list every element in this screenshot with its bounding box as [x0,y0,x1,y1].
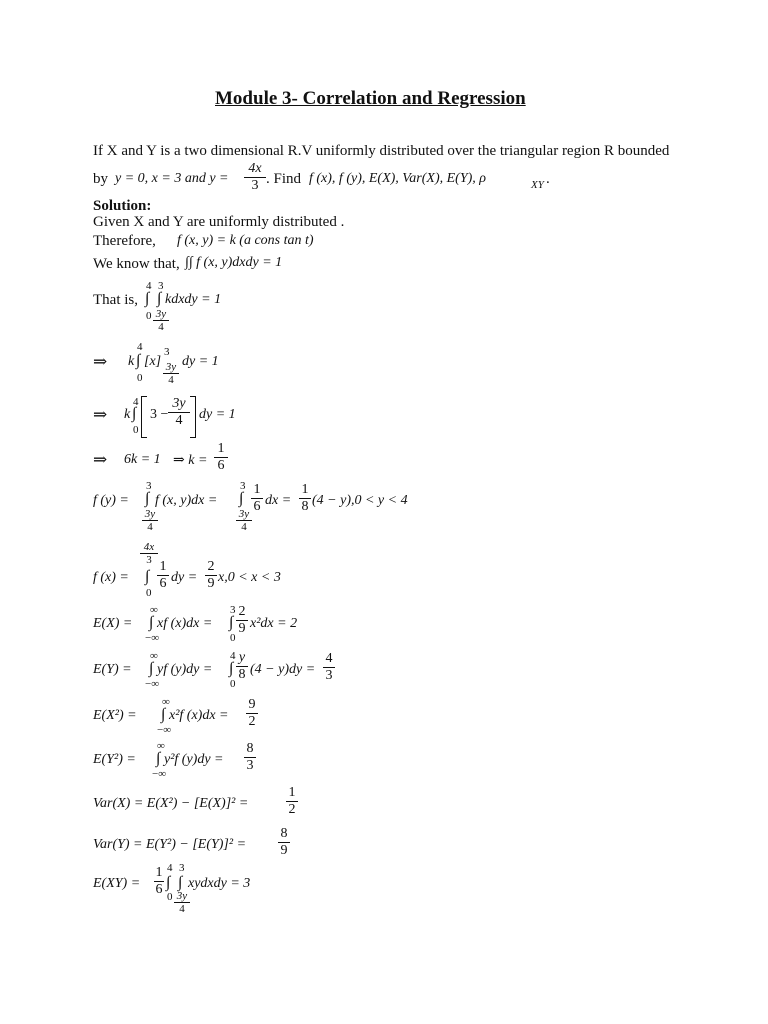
ey-lower1: −∞ [145,678,160,690]
fy-mid: f (x, y)dx = [155,493,218,508]
ex-body: xf (x)dx = [157,616,213,631]
ey2-integral: ∫ [156,750,161,767]
problem-fraction [244,161,266,194]
exy-frac-num: 1 [155,865,163,880]
ey2-upper: ∞ [157,740,165,752]
e4-frac-num: 1 [214,441,228,458]
problem-condition: y = 0, x = 3 and y = [115,171,229,186]
e2-lower: 0 [137,372,143,384]
ey-lhs: E(Y) = [93,662,132,677]
ex-upper2: 3 [230,604,236,616]
fx-frac2-num: 2 [205,559,217,576]
fy-frac2-den: 8 [301,499,309,514]
ey2-body: y²f (y)dy = [164,752,224,767]
e1-upper-inner: 3 [158,280,164,292]
ex-lower2: 0 [230,632,236,644]
ey-frac1 [236,650,248,683]
fy-lower1-num: 3y [142,508,158,521]
problem-targets: f (x), f (y), E(X), Var(X), E(Y), ρ [309,171,486,186]
ex-integral2: ∫ [229,614,234,631]
ey2-lower: −∞ [152,768,167,780]
exy-lower-outer: 0 [167,891,173,903]
e1-integral-inner: ∫ [157,290,162,307]
ey-frac1-num: y [236,650,248,667]
e2-integral: ∫ [136,352,141,369]
solution-weknow-eq: ∫∫ f (x, y)dxdy = 1 [185,255,283,270]
e3-lower: 0 [133,424,139,436]
ex2-lower: −∞ [157,724,172,736]
e2-lower-num: 3y [163,361,179,374]
e3-upper: 4 [133,396,139,408]
fy-upper2: 3 [240,480,246,492]
e2-lower-den: 4 [168,374,174,386]
e2-implies: ⇒ [93,352,108,371]
e3-fraction [168,396,190,429]
ey-frac2-num: 4 [323,651,335,668]
exy-frac-den: 6 [155,882,163,897]
fy-lower2-num: 3y [236,508,252,521]
ex2-body: x²f (x)dx = [169,708,229,723]
exy-integral-outer: ∫ [166,874,171,891]
ey-frac2 [323,651,335,684]
solution-thatis-label: That is, [93,292,138,308]
e1-upper-outer: 4 [146,280,152,292]
ey-tail: (4 − y)dy = [250,662,316,677]
ey-integral2: ∫ [229,660,234,677]
e3-frac-den: 4 [175,413,183,428]
e3-k: k [124,407,131,422]
exy-upper-inner: 3 [179,862,185,874]
fy-lower2-den: 4 [241,521,247,533]
e2-bracket-lower [163,361,179,386]
ey2-frac-den: 3 [246,758,254,773]
problem-statement-line1: If X and Y is a two dimensional R.V uniformly distributed over the triangular region R bounded [93,143,670,159]
exy-frac [154,865,164,898]
e3-rest: dy = 1 [199,407,236,422]
fy-lower2 [236,508,252,533]
ey2-frac-num: 8 [244,741,256,758]
e1-integral-outer: ∫ [145,290,150,307]
exy-upper-outer: 4 [167,862,173,874]
fy-lower1 [142,508,158,533]
e3-implies: ⇒ [93,405,108,424]
vary-frac [278,826,290,859]
fy-upper1: 3 [146,480,152,492]
fy-frac2 [299,482,311,515]
fy-frac1 [251,482,263,515]
fy-frac2-num: 1 [299,482,311,499]
e3-three: 3 − [150,407,169,422]
e1-lower-num: 3y [153,308,169,321]
fraction-den: 3 [251,178,259,193]
ey2-lhs: E(Y²) = [93,752,136,767]
ex-upper1: ∞ [150,604,158,616]
fx-upper-den: 3 [146,554,152,566]
ex2-upper: ∞ [162,696,170,708]
fx-lhs: f (x) = [93,570,129,585]
ex2-lhs: E(X²) = [93,708,137,723]
e2-bracket-upper: 3 [164,346,170,358]
ey2-frac [244,741,256,774]
solution-weknow-label: We know that, [93,256,180,272]
varx-frac-den: 2 [288,802,296,817]
fx-frac1 [157,559,169,592]
problem-period: . [546,171,550,187]
page-title: Module 3- Correlation and Regression [215,88,526,109]
fy-tail: (4 − y),0 < y < 4 [312,493,408,508]
fy-lower1-den: 4 [147,521,153,533]
vary-frac-den: 9 [280,843,288,858]
ex-tail: x²dx = 2 [250,616,298,631]
ex-integral1: ∫ [149,614,154,631]
e4-mid: ⇒ k = [173,453,208,468]
ex-frac-num: 2 [236,604,248,621]
fx-tail: x,0 < x < 3 [218,570,281,585]
e4-implies: ⇒ [93,450,108,469]
vary-frac-num: 8 [278,826,290,843]
e2-bracket: [x] [144,354,162,369]
e4-left: 6k = 1 [124,452,161,467]
ey-body: yf (y)dy = [157,662,213,677]
fy-lhs: f (y) = [93,493,129,508]
exy-lower-inner [174,890,190,915]
fx-upper-num: 4x [140,541,158,554]
exy-lhs: E(XY) = [93,876,141,891]
fy-integral1: ∫ [145,490,150,507]
ex2-frac-den: 2 [248,714,256,729]
fx-lower: 0 [146,587,152,599]
ex-lower1: −∞ [145,632,160,644]
ey-upper1: ∞ [150,650,158,662]
e1-body: kdxdy = 1 [165,292,222,307]
fx-frac1-den: 6 [159,576,167,591]
ex2-integral: ∫ [161,706,166,723]
e4-fraction [214,441,228,474]
ex-lhs: E(X) = [93,616,133,631]
e2-upper: 4 [137,341,143,353]
ey-frac2-den: 3 [325,668,333,683]
varx-eq: Var(X) = E(X²) − [E(X)]² = [93,796,249,811]
solution-therefore-label: Therefore, [93,233,156,249]
solution-given: Given X and Y are uniformly distributed . [93,214,345,230]
e2-k: k [128,354,135,369]
problem-find: . Find [266,171,302,187]
e3-frac-num: 3y [168,396,190,413]
e2-rest: dy = 1 [182,354,219,369]
e1-lower-inner [153,308,169,333]
ey-frac1-den: 8 [238,667,246,682]
ey-upper2: 4 [230,650,236,662]
ey-lower2: 0 [230,678,236,690]
e4-frac-den: 6 [217,458,225,473]
exy-integral-inner: ∫ [178,874,183,891]
solution-therefore-eq: f (x, y) = k (a cons tan t) [177,233,314,248]
fx-dy: dy = [171,570,198,585]
fy-dx: dx = [265,493,292,508]
varx-frac [286,785,298,818]
e3-left-bracket [141,396,147,438]
fx-integral: ∫ [145,568,150,585]
rho-subscript: XY [531,179,544,191]
vary-eq: Var(Y) = E(Y²) − [E(Y)]² = [93,837,247,852]
e3-right-bracket [190,396,196,438]
fy-frac1-den: 6 [253,499,261,514]
e3-integral: ∫ [132,405,137,422]
ex-frac-den: 9 [238,621,246,636]
varx-frac-num: 1 [286,785,298,802]
solution-heading: Solution: [93,198,152,214]
ex-frac [236,604,248,637]
fx-frac1-num: 1 [157,559,169,576]
problem-by: by [93,171,108,187]
e1-lower-den: 4 [158,321,164,333]
ey-integral1: ∫ [149,660,154,677]
fx-frac2 [205,559,217,592]
ex2-frac [246,697,258,730]
exy-lower-den: 4 [179,903,185,915]
e1-lower-outer: 0 [146,310,152,322]
fx-upper [140,541,158,566]
fraction-num: 4x [244,161,266,178]
exy-lower-num: 3y [174,890,190,903]
fx-frac2-den: 9 [207,576,215,591]
fy-frac1-num: 1 [251,482,263,499]
exy-body: xydxdy = 3 [188,876,251,891]
fy-integral2: ∫ [239,490,244,507]
ex2-frac-num: 9 [246,697,258,714]
